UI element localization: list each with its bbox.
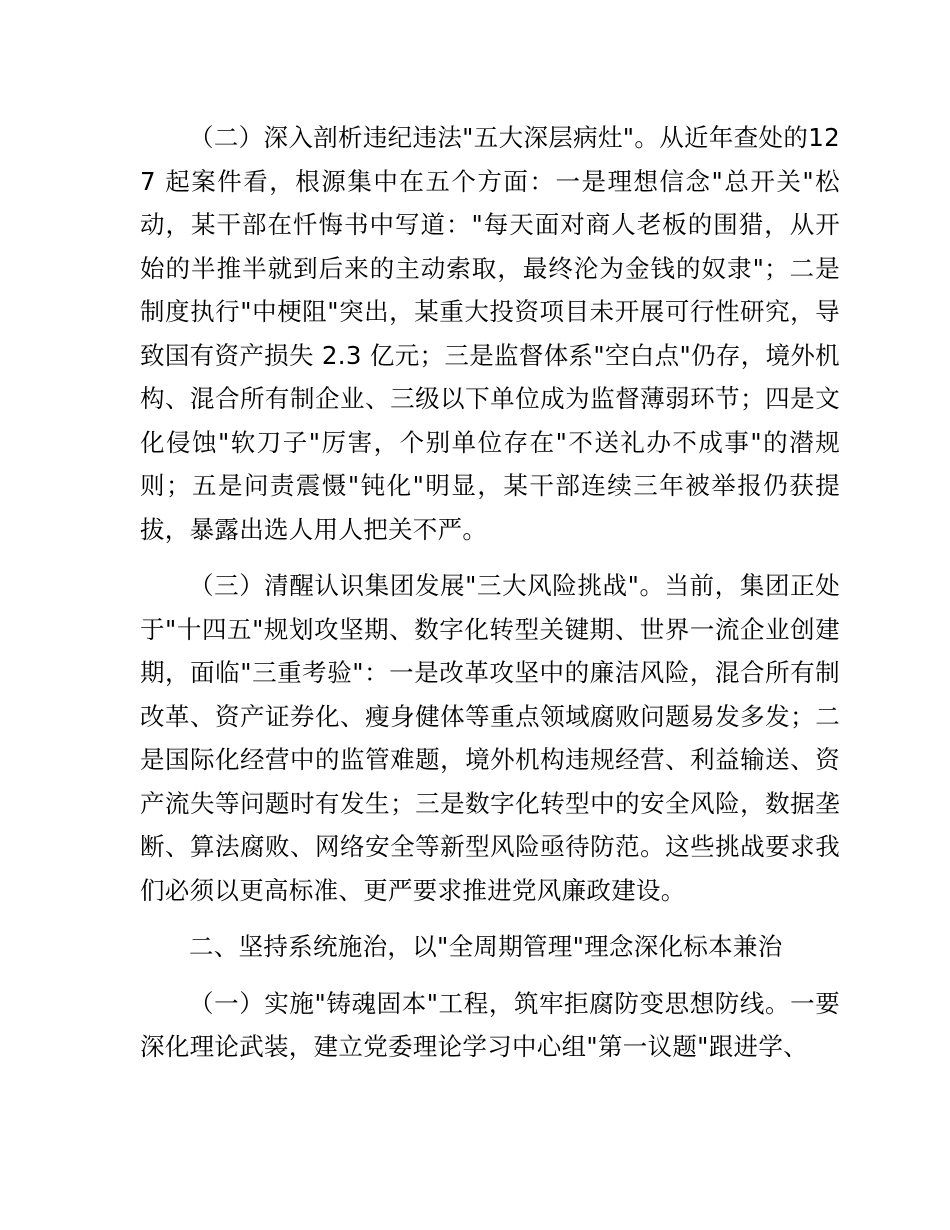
section-heading-systematic-governance: 二、坚持系统施治，以"全周期管理"理念深化标本兼治 bbox=[189, 932, 783, 961]
paragraph-soul-casting-project: （一）实施"铸魂固本"工程，筑牢拒腐防变思想防线。一要深化理论武装，建立党委理论学习中心组"第一议题"跟进学、 bbox=[140, 988, 840, 1061]
paragraph-analysis-five-root-causes: （二）深入剖析违纪违法"五大深层病灶"。从近年查处的127 起案件看，根源集中在五个方面：一是理想信念"总开关"松动，某干部在忏悔书中写道："每天面对商人老板的围猎，从开始的半推半就到后来的主动索取，最终沦为金钱的奴隶"；二是制度执行"中梗阻"突出，某重大投资项目未开展可行性研究，导致国有资产损失 2.3 亿元；三是监督体系"空白点"仍存，境外机构、混合所有制企业、三级以下单位成为监督薄弱环节；四是文化侵蚀"软刀子"厉害，个别单位存在"不送礼办不成事"的潜规则；五是问责震慑"钝化"明显，某干部连续三年被举报仍获提拔，暴露出选人用人把关不严。 bbox=[140, 123, 840, 544]
document-body bbox=[140, 116, 840, 1069]
paragraph-three-risk-challenges: （三）清醒认识集团发展"三大风险挑战"。当前，集团正处于"十四五"规划攻坚期、数字化转型关键期、世界一流企业创建期，面临"三重考验"：一是改革攻坚中的廉洁风险，混合所有制改革、资产证券化、瘦身健体等重点领域腐败问题易发多发；二是国际化经营中的监管难题，境外机构违规经营、利益输送、资产流失等问题时有发生；三是数字化转型中的安全风险，数据垄断、算法腐败、网络安全等新型风险亟待防范。这些挑战要求我们必须以更高标准、更严要求推进党风廉政建设。 bbox=[140, 571, 840, 905]
